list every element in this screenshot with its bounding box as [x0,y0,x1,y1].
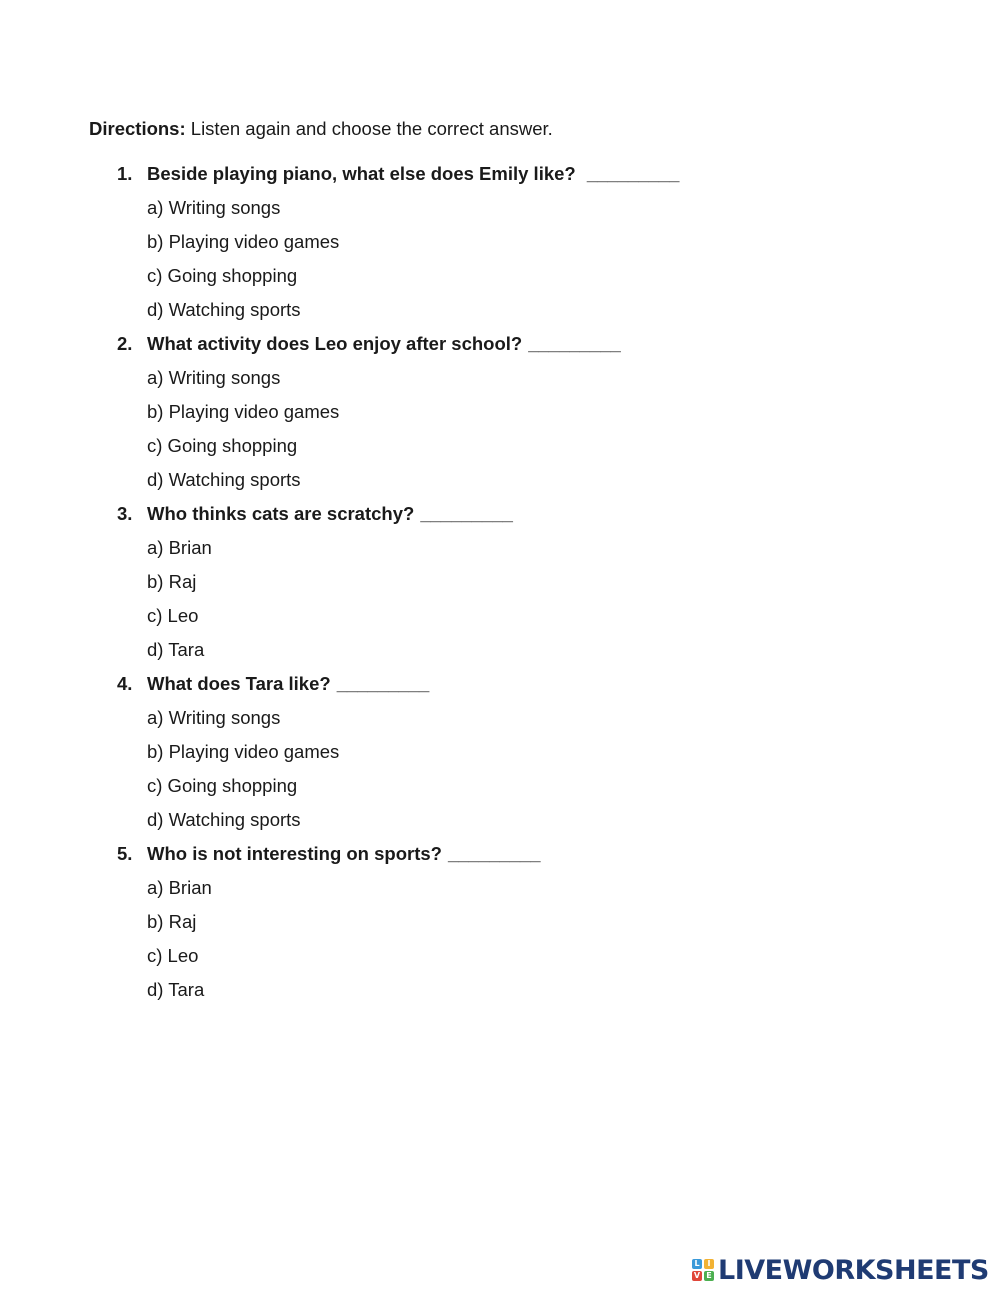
question-text [147,502,513,526]
option-label: c) Leo [147,605,199,626]
directions [89,117,553,141]
option-b[interactable] [0,230,1000,264]
directions-text: Listen again and choose the correct answer. [185,118,553,139]
answer-blank[interactable]: _________ [581,163,680,184]
question-number: 5. [117,843,133,864]
question-number: 4. [117,673,133,694]
option-d[interactable] [0,978,1000,1012]
option-label: c) Going shopping [147,435,298,456]
question-text [147,332,621,356]
logo-tile: E [704,1271,714,1281]
option-label: d) Watching sports [147,469,301,490]
option-c[interactable] [0,774,1000,808]
option-c[interactable] [0,604,1000,638]
option-d[interactable] [0,468,1000,502]
option-label: b) Raj [147,911,197,932]
option-b[interactable] [0,570,1000,604]
question-row [0,842,1000,876]
answer-blank[interactable]: _________ [447,843,541,864]
question-1 [0,162,1000,332]
logo-grid-icon [692,1259,714,1281]
option-label: c) Going shopping [147,265,298,286]
option-label: a) Writing songs [147,197,281,218]
question-prompt: Who thinks cats are scratchy? [147,503,415,524]
question-3 [0,502,1000,672]
answer-blank[interactable]: _________ [528,333,621,354]
question-number: 3. [117,503,133,524]
logo-tile: I [704,1259,714,1269]
question-prompt: What does Tara like? [147,673,331,694]
option-c[interactable] [0,264,1000,298]
option-d[interactable] [0,638,1000,672]
option-b[interactable] [0,910,1000,944]
option-label: b) Raj [147,571,197,592]
question-number: 1. [117,163,133,184]
option-label: d) Tara [147,979,205,1000]
option-label: b) Playing video games [147,741,340,762]
option-label: c) Going shopping [147,775,298,796]
question-list [0,162,1000,1012]
question-number: 2. [117,333,133,354]
option-b[interactable] [0,400,1000,434]
question-prompt: Who is not interesting on sports? [147,843,442,864]
option-label: d) Tara [147,639,205,660]
option-label: a) Writing songs [147,707,281,728]
question-2 [0,332,1000,502]
option-c[interactable] [0,944,1000,978]
question-row [0,162,1000,196]
question-prompt: Beside playing piano, what else does Emily like? [147,163,576,184]
question-4 [0,672,1000,842]
directions-label: Directions: [89,118,186,139]
option-d[interactable] [0,808,1000,842]
option-a[interactable] [0,536,1000,570]
question-row [0,332,1000,366]
option-label: a) Writing songs [147,367,281,388]
liveworksheets-logo [692,1255,989,1285]
question-row [0,672,1000,706]
question-5 [0,842,1000,1012]
option-c[interactable] [0,434,1000,468]
question-text [147,672,429,696]
option-label: b) Playing video games [147,401,340,422]
option-a[interactable] [0,196,1000,230]
logo-tile: L [692,1259,702,1269]
option-a[interactable] [0,706,1000,740]
option-label: a) Brian [147,877,212,898]
option-label: c) Leo [147,945,199,966]
answer-blank[interactable]: _________ [336,673,430,694]
question-text [147,162,679,186]
logo-text: LIVEWORKSHEETS [718,1254,989,1286]
option-label: d) Watching sports [147,299,301,320]
option-a[interactable] [0,876,1000,910]
option-d[interactable] [0,298,1000,332]
question-prompt: What activity does Leo enjoy after school? [147,333,523,354]
logo-tile: V [693,1271,701,1280]
option-label: a) Brian [147,537,212,558]
option-label: b) Playing video games [147,231,340,252]
option-label: d) Watching sports [147,809,301,830]
option-b[interactable] [0,740,1000,774]
option-a[interactable] [0,366,1000,400]
question-row [0,502,1000,536]
question-text [147,842,541,866]
answer-blank[interactable]: _________ [420,503,513,524]
